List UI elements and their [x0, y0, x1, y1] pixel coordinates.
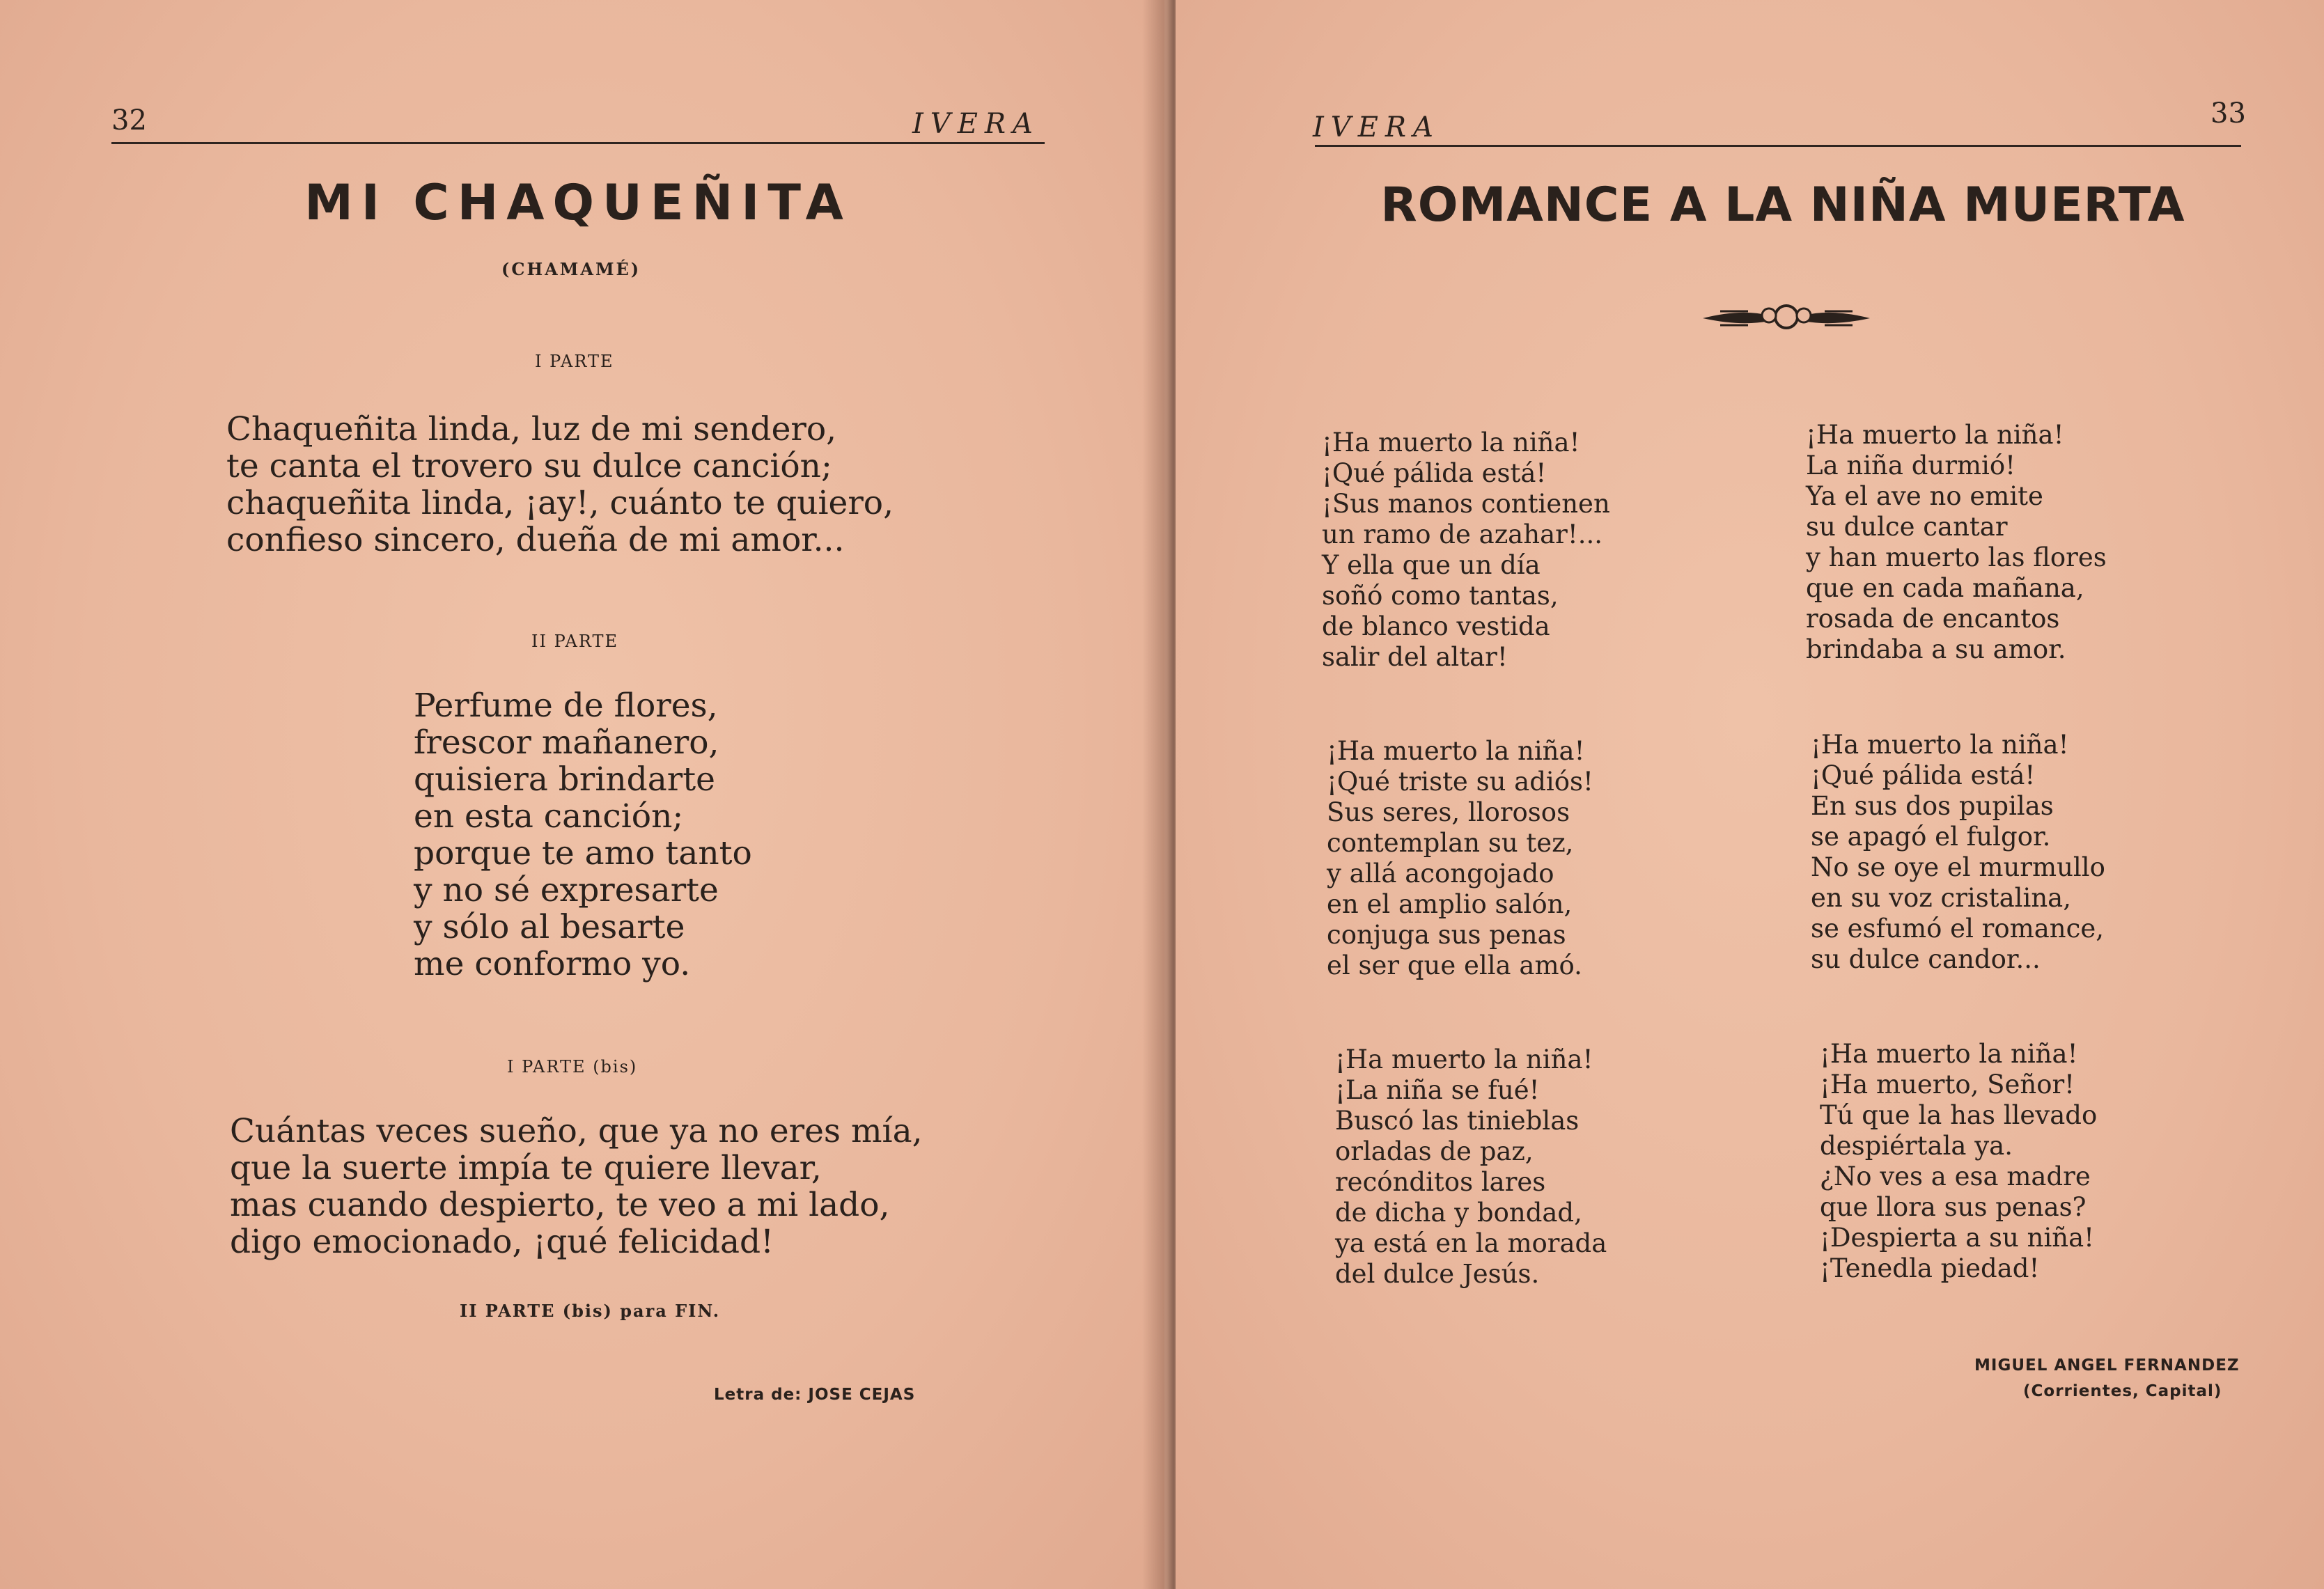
right-author-location: (Corrientes, Capital)	[2023, 1382, 2222, 1400]
verse-line: recónditos lares	[1335, 1167, 1546, 1197]
verse-line: Ya el ave no emite	[1806, 481, 2043, 511]
stanza-3	[1327, 736, 1593, 981]
verse-line: brindaba a su amor.	[1806, 634, 2066, 664]
left-header-rule	[111, 142, 1045, 144]
verse-line: Buscó las tinieblas	[1335, 1106, 1580, 1136]
left-running-head: IVERA	[912, 108, 1040, 140]
verse-line: despiértala ya.	[1820, 1131, 2013, 1161]
verse-line: chaqueñita linda, ¡ay!, cuánto te quiero,	[226, 484, 894, 522]
section2-verse	[414, 687, 752, 983]
verse-line: que en cada mañana,	[1806, 573, 2084, 603]
stanza-2	[1806, 420, 2107, 665]
verse-line: me conformo yo.	[414, 945, 691, 983]
verse-line: No se oye el murmullo	[1811, 852, 2105, 882]
section3-label: I PARTE (bis)	[507, 1057, 638, 1077]
verse-line: orladas de paz,	[1335, 1136, 1534, 1166]
verse-line: se esfumó el romance,	[1811, 914, 2104, 944]
verse-line: ¡Ha muerto la niña!	[1811, 730, 2069, 760]
verse-line: porque te amo tanto	[414, 834, 752, 872]
verse-line: mas cuando despierto, te veo a mi lado,	[230, 1186, 890, 1224]
verse-line: ¡Ha muerto la niña!	[1820, 1039, 2078, 1069]
right-running-head: IVERA	[1313, 111, 1440, 143]
verse-line: un ramo de azahar!...	[1322, 519, 1602, 549]
stanza-4	[1811, 730, 2105, 975]
verse-line: en el amplio salón,	[1327, 889, 1573, 919]
ornament-icon	[1699, 296, 1873, 338]
section1-label: I PARTE	[535, 352, 614, 371]
verse-line: de blanco vestida	[1322, 611, 1550, 641]
verse-line: Y ella que un día	[1322, 550, 1541, 580]
verse-line: conjuga sus penas	[1327, 920, 1566, 950]
verse-line: La niña durmió!	[1806, 451, 2015, 480]
verse-line: ¡Ha muerto, Señor!	[1820, 1070, 2075, 1099]
verse-line: Chaqueñita linda, luz de mi sendero,	[226, 410, 837, 448]
verse-line: te canta el trovero su dulce canción;	[226, 447, 832, 485]
left-poem-title: MI CHAQUEÑITA	[304, 174, 852, 231]
section3-verse	[230, 1113, 923, 1260]
verse-line: que la suerte impía te quiere llevar,	[230, 1149, 822, 1187]
verse-line: En sus dos pupilas	[1811, 791, 2054, 821]
verse-line: Perfume de flores,	[414, 687, 718, 725]
right-poem-title: ROMANCE A LA NIÑA MUERTA	[1380, 178, 2185, 233]
verse-line: quisiera brindarte	[414, 760, 715, 799]
verse-line: ¡Qué pálida está!	[1811, 760, 2036, 790]
verse-line: Cuántas veces sueño, que ya no eres mía,	[230, 1112, 923, 1150]
right-author: MIGUEL ANGEL FERNANDEZ	[1974, 1356, 2240, 1375]
verse-line: ya está en la morada	[1335, 1228, 1607, 1258]
verse-line: Sus seres, llorosos	[1327, 797, 1570, 827]
verse-line: el ser que ella amó.	[1327, 950, 1582, 980]
verse-line: soñó como tantas,	[1322, 581, 1559, 611]
verse-line: su dulce cantar	[1806, 512, 2008, 542]
verse-line: y no sé expresarte	[414, 871, 719, 909]
verse-line: ¡Ha muerto la niña!	[1327, 736, 1585, 766]
verse-line: ¡Despierta a su niña!	[1820, 1223, 2095, 1253]
left-poem-subtitle: (CHAMAMÉ)	[501, 259, 641, 279]
verse-line: confieso sincero, dueña de mi amor...	[226, 521, 845, 559]
verse-line: que llora sus penas?	[1820, 1192, 2087, 1222]
left-page-number: 32	[111, 104, 147, 136]
verse-line: de dicha y bondad,	[1335, 1198, 1582, 1228]
verse-line: ¡Qué triste su adiós!	[1327, 767, 1593, 797]
end-note: II PARTE (bis) para FIN.	[460, 1301, 721, 1321]
verse-line: ¡La niña se fué!	[1335, 1075, 1540, 1105]
stanza-1	[1322, 428, 1610, 673]
verse-line: ¡Sus manos contienen	[1322, 489, 1610, 519]
verse-line: y han muerto las flores	[1806, 542, 2107, 572]
verse-line: rosada de encantos	[1806, 604, 2060, 634]
verse-line: ¡Ha muerto la niña!	[1322, 428, 1580, 457]
verse-line: su dulce candor...	[1811, 944, 2041, 974]
verse-line: frescor mañanero,	[414, 723, 719, 762]
verse-line: ¡Tenedla piedad!	[1820, 1253, 2040, 1283]
verse-line: y allá acongojado	[1327, 859, 1554, 889]
verse-line: ¡Ha muerto la niña!	[1335, 1044, 1593, 1074]
verse-line: del dulce Jesús.	[1335, 1259, 1540, 1289]
section1-verse	[226, 411, 894, 558]
verse-line: digo emocionado, ¡qué felicidad!	[230, 1223, 774, 1261]
verse-line: Tú que la has llevado	[1820, 1100, 2098, 1130]
verse-line: ¿No ves a esa madre	[1820, 1161, 2091, 1191]
section2-label: II PARTE	[531, 632, 619, 651]
stanza-5	[1335, 1044, 1607, 1290]
right-page-number: 33	[2210, 97, 2246, 130]
right-header-rule	[1315, 145, 2241, 147]
verse-line: salir del altar!	[1322, 642, 1508, 672]
verse-line: en esta canción;	[414, 797, 684, 836]
verse-line: se apagó el fulgor.	[1811, 822, 2051, 852]
verse-line: en su voz cristalina,	[1811, 883, 2071, 913]
stanza-6	[1820, 1039, 2097, 1284]
verse-line: y sólo al besarte	[414, 908, 685, 946]
verse-line: ¡Qué pálida está!	[1322, 458, 1547, 488]
left-credit: Letra de: JOSE CEJAS	[714, 1386, 916, 1404]
verse-line: ¡Ha muerto la niña!	[1806, 420, 2064, 450]
verse-line: contemplan su tez,	[1327, 828, 1574, 858]
